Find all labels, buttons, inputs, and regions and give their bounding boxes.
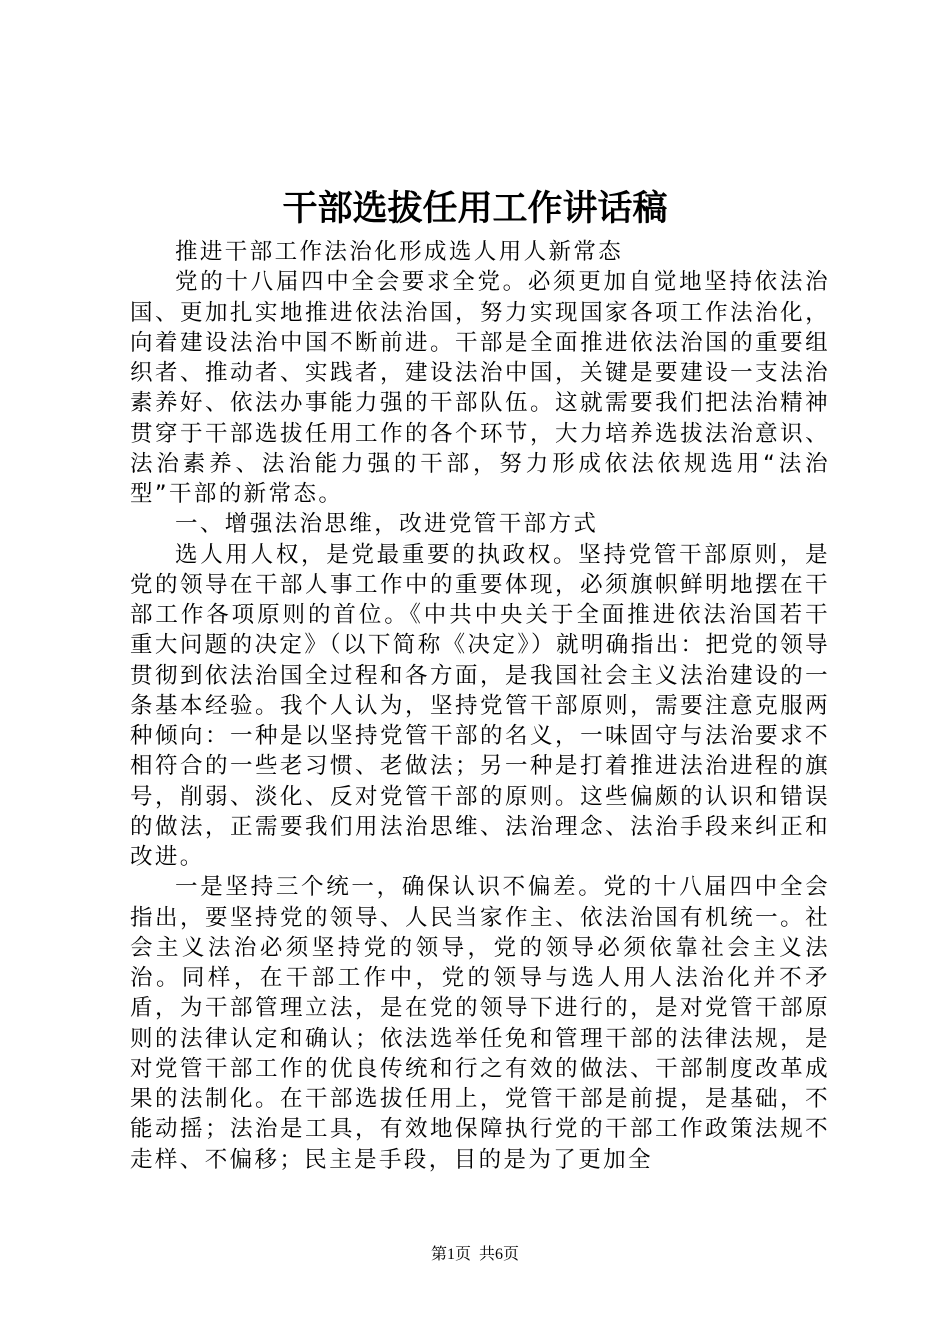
section-heading: 一、增强法治思维，改进党管干部方式 <box>175 511 599 538</box>
document-title: 干部选拔任用工作讲话稿 <box>282 188 668 229</box>
document-body <box>130 237 830 1175</box>
page-number: 第1页 <box>430 1246 471 1263</box>
body-paragraph: 选人用人权，是党最重要的执政权。坚持党管干部原则，是党的领导在干部人事工作中的重要体现，必须旗帜鲜明地摆在干部工作各项原则的首位。《中共中央关于全面推进依法治国若干重大问题的决定》（以下简称《决定》）就明确指出：把党的领导贯彻到依法治国全过程和各方面，是我国社会主义法治建设的一条基本经验。我个人认为，坚持党管干部原则，需要注意克服两种倾向：一种是以坚持党管干部的名义，一味固守与法治要求不相符合的一些老习惯、老做法；另一种是打着推进法治进程的旗号，削弱、淡化、反对党管干部的原则。这些偏颇的认识和错误的做法，正需要我们用法治思维、法治理念、法治手段来纠正和改进。 <box>130 541 830 870</box>
page-total: 共6页 <box>479 1246 520 1263</box>
page-footer <box>0 1244 950 1266</box>
body-paragraph: 党的十八届四中全会要求全党。必须更加自觉地坚持依法治国、更加扎实地推进依法治国，努力实现国家各项工作法治化，向着建设法治中国不断前进。干部是全面推进依法治国的重要组织者、推动者、实践者，建设法治中国，关键是要建设一支法治素养好、依法办事能力强的干部队伍。这就需要我们把法治精神贯穿于干部选拔任用工作的各个环节，大力培养选拔法治意识、法治素养、法治能力强的干部，努力形成依法依规选用“法治型”干部的新常态。 <box>130 269 830 507</box>
subtitle-paragraph: 推进干部工作法治化形成选人用人新常态 <box>175 239 624 265</box>
body-paragraph: 一是坚持三个统一，确保认识不偏差。党的十八届四中全会指出，要坚持党的领导、人民当家作主、依法治国有机统一。社会主义法治必须坚持党的领导，党的领导必须依靠社会主义法治。同样，在干部工作中，党的领导与选人用人法治化并不矛盾，为干部管理立法，是在党的领导下进行的，是对党管干部原则的法律认定和确认；依法选举任免和管理干部的法律法规，是对党管干部工作的优良传统和行之有效的做法、干部制度改革成果的法制化。在干部选拔任用上，党管干部是前提，是基础，不能动摇；法治是工具，有效地保障执行党的干部工作政策法规不走样、不偏移；民主是手段，目的是为了更加全 <box>130 874 830 1173</box>
